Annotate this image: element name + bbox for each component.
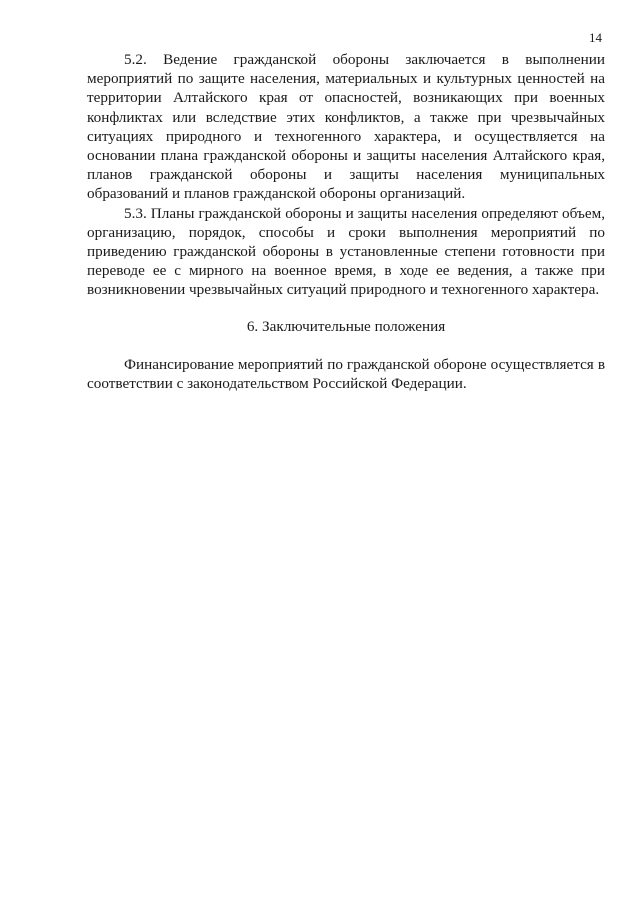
document-body (87, 50, 605, 393)
section-heading: 6. Заключительные положения (246, 317, 446, 335)
paragraph-5-3: 5.3. Планы гражданской обороны и защиты населения определяют объем, организацию, порядок, способы и сроки выполнения мероприятий по приведению гражданской обороны в установленные степени готовности при переводе ее с мирного на военное время, в ходе ее ведения, а также при возникновении чрезвычайных ситуаций природного и техногенного характера. (87, 204, 605, 299)
paragraph-financing: Финансирование мероприятий по гражданской обороне осуществляется в соответствии с законодательством Российской Федерации. (87, 355, 605, 393)
page-number: 14 (589, 30, 602, 45)
paragraph-5-2: 5.2. Ведение гражданской обороны заключается в выполнении мероприятий по защите населения, материальных и культурных ценностей на территории Алтайского края от опасностей, возникающих при военных конфликтах или вследствие этих конфликтов, а также при чрезвычайных ситуациях природного и техногенного характера, и осуществляется на основании плана гражданской обороны и защиты населения Алтайского края, планов гражданской обороны и защиты населения муниципальных образований и планов гражданской обороны организаций. (87, 51, 605, 203)
